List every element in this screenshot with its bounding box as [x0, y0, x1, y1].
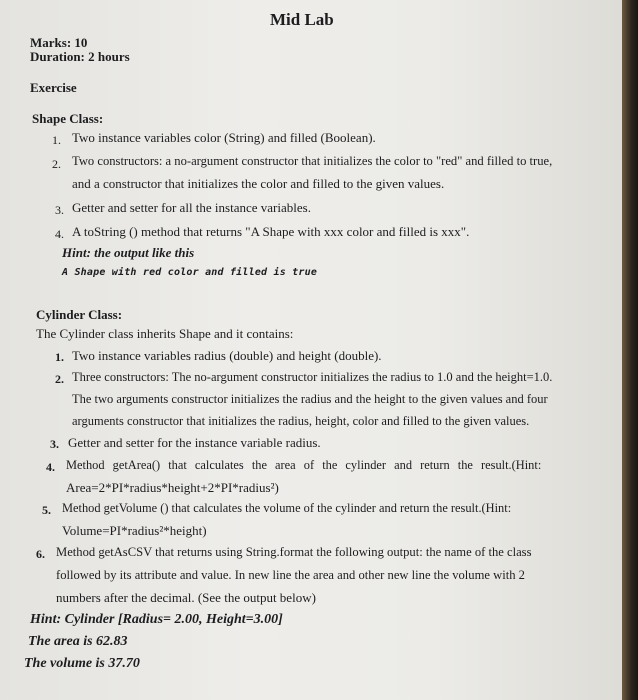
- shape-item-text: A toString () method that returns "A Shape with xxx color and filled is xxx".: [72, 224, 470, 239]
- cylinder-item-number: 2.: [55, 372, 64, 386]
- cylinder-item-text: Area=2*PI*radius*height+2*PI*radius²): [66, 480, 279, 495]
- cylinder-item-number: 6.: [36, 547, 45, 561]
- cylinder-volume-output: The volume is 37.70: [24, 656, 140, 671]
- cylinder-item-text: arguments constructor that initializes the radius, height, color and filled to the given values.: [72, 414, 530, 428]
- shape-hint-label: Hint: the output like this: [62, 245, 195, 260]
- cylinder-item-text: Volume=PI*radius²*height): [62, 523, 207, 538]
- cylinder-area-output: The area is 62.83: [28, 634, 128, 649]
- cylinder-item-number: 3.: [50, 437, 59, 451]
- shape-item-number: 3.: [55, 203, 64, 217]
- cylinder-item-text: Method getArea() that calculates the area of the cylinder and return the result.(Hint:: [66, 458, 542, 472]
- duration-label: Duration: 2 hours: [30, 49, 130, 64]
- shape-item-number: 2.: [52, 157, 61, 171]
- cylinder-item-text: numbers after the decimal. (See the output below): [56, 590, 316, 605]
- cylinder-item-text: Two instance variables radius (double) and height (double).: [72, 348, 382, 363]
- cylinder-item-number: 5.: [42, 503, 51, 517]
- cylinder-item-text: Getter and setter for the instance variable radius.: [68, 435, 321, 450]
- cylinder-item-text: Method getVolume () that calculates the volume of the cylinder and return the result.(Hint:: [62, 501, 512, 515]
- cylinder-hint-output: Hint: Cylinder [Radius= 2.00, Height=3.00]: [30, 612, 283, 627]
- shape-item-text: Two instance variables color (String) and filled (Boolean).: [72, 130, 376, 145]
- cylinder-item-text: Method getAsCSV that returns using String.format the following output: the name of the class: [56, 545, 532, 559]
- cylinder-item-text: Three constructors: The no-argument constructor initializes the radius to 1.0 and the height=1.0.: [72, 370, 553, 384]
- cylinder-item-number: 4.: [46, 460, 55, 474]
- shape-item-number: 1.: [52, 133, 61, 147]
- page-title: Mid Lab: [270, 10, 334, 29]
- cylinder-item-number: 1.: [55, 350, 64, 364]
- cylinder-item-text: followed by its attribute and value. In new line the area and other new line the volume with 2: [56, 568, 525, 582]
- marks-label: Marks: 10: [30, 35, 88, 50]
- shape-item-text: and a constructor that initializes the color and filled to the given values.: [72, 176, 445, 191]
- exercise-heading: Exercise: [30, 80, 77, 95]
- cylinder-intro: The Cylinder class inherits Shape and it contains:: [36, 326, 294, 341]
- cylinder-class-heading: Cylinder Class:: [36, 307, 123, 322]
- shape-class-heading: Shape Class:: [32, 111, 104, 126]
- shape-hint-output: A Shape with red color and filled is true: [62, 267, 318, 278]
- shape-item-text: Getter and setter for all the instance variables.: [72, 200, 311, 215]
- background-edge: [622, 0, 638, 700]
- shape-item-number: 4.: [55, 227, 64, 241]
- shape-item-text: Two constructors: a no-argument constructor that initializes the color to "red" and filled to true,: [72, 154, 553, 168]
- cylinder-item-text: The two arguments constructor initializes the radius and the height to the given values and four: [72, 392, 548, 406]
